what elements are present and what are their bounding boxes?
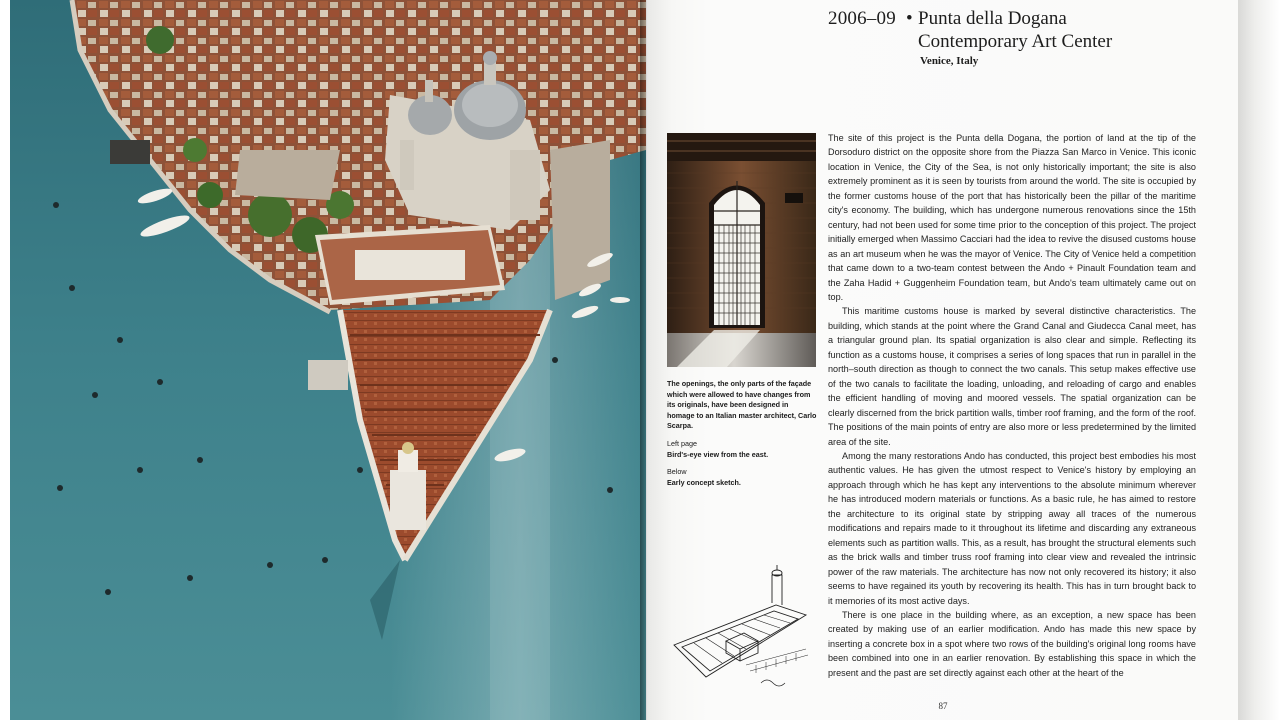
text-page: [648, 0, 1238, 720]
concept-sketch: [666, 565, 826, 693]
project-location: Venice, Italy: [920, 55, 979, 67]
aerial-photo-page: [10, 0, 646, 720]
body-paragraph-4: There is one place in the building where, as an exception, a new space has been created by making use of an earlier modification. Ando has made this new space by inserting a concrete box in a spot where two rows of the building's original long rooms have been combined into one in an earlier renovation. By establishing this space in which the present and the past are set directly against each other at the heart of the: [828, 609, 1196, 678]
aerial-view-image: [10, 0, 646, 720]
photo-caption: [667, 379, 817, 495]
caption-below-label: Below: [667, 467, 687, 477]
heading-bullet: •: [906, 8, 913, 29]
project-years: 2006–09: [828, 8, 896, 29]
caption-left-text: Bird's-eye view from the east.: [667, 449, 769, 459]
body-paragraph-1: The site of this project is the Punta della Dogana, the portion of land at the tip of the Dorsoduro district on the opposite shore from the Piazza San Marco in Venice. This iconic location in Venice, the City of the Sea, is not only historically important; the site is also extremely prominent as it is seen by tourists from around the world. The site is occupied by the former customs house of the port that has historically been the pillar of the maritime city's economy. The building, which has undergone numerous renovations since the 15th century, had not been used for some time prior to the conception of this project. The project initially emerged when Massimo Cacciari had the idea to revive the disused customs house as an art museum when he was the mayor of Venice. The City of Venice held a competition that came down to a two-team contest between the Ando + Pinault Foundation team and the Zaha Hadid + Guggenheim Foundation team, but Ando's team ultimately came out on top.: [828, 133, 1196, 302]
page-number: 87: [938, 701, 948, 711]
window-photo: [667, 133, 816, 367]
caption-below-text: Early concept sketch.: [667, 477, 741, 487]
body-paragraph-3: Among the many restorations Ando has conducted, this project best embodies his most authentic values. He has given the utmost respect to Venice's history by employing an approach through which he has kept any interventions to the absolute minimum wherever he has introduced modern materials or functions. As a basic rule, he has aimed to restore the architecture to its original state by stripping away all traces of the numerous modifications and repairs made to it throughout its lifetime and discarding any extraneous elements such as partition walls. This, as a result, has brought the structural elements such as the brick walls and timber truss roof framing into clear view and revealed the intrinsic power of the raw materials. The architecture has now not only recovered its history; it also seems to have regained its youth by recovering its health. This has in turn brought back to it memories of its most active days.: [828, 450, 1196, 606]
caption-main: The openings, the only parts of the façade which were allowed to have changes from its originals, have been designed in homage to an Italian master architect, Carlo Scarpa.: [667, 379, 817, 431]
body-paragraph-2: This maritime customs house is marked by several distinctive characteristics. The building, which stands at the point where the Grand Canal and Giudecca Canal meet, has a triangular ground plan. Its spatial organization is also clear and simple. Reflecting its function as a customs house, it comprises a series of long spaces that run in parallel in the north–south direction as though to connect the two canals. This setup makes effective use of the two canals to facilitate the loading, unloading, and reloading of cargo and enables the efficient handling of moving and moored vessels. The spatial organization can be clearly discerned from the brick partition walls, timber roof framing, and the form of the roof. The positions of the main points of entry are also more or less predetermined by the limited area of the site.: [828, 306, 1196, 447]
caption-left-label: Left page: [667, 438, 697, 448]
page-edge: [1238, 0, 1280, 720]
article-body: [828, 131, 1196, 680]
project-title-line2: Contemporary Art Center: [918, 31, 1113, 52]
project-title-line1: Punta della Dogana: [918, 8, 1067, 29]
